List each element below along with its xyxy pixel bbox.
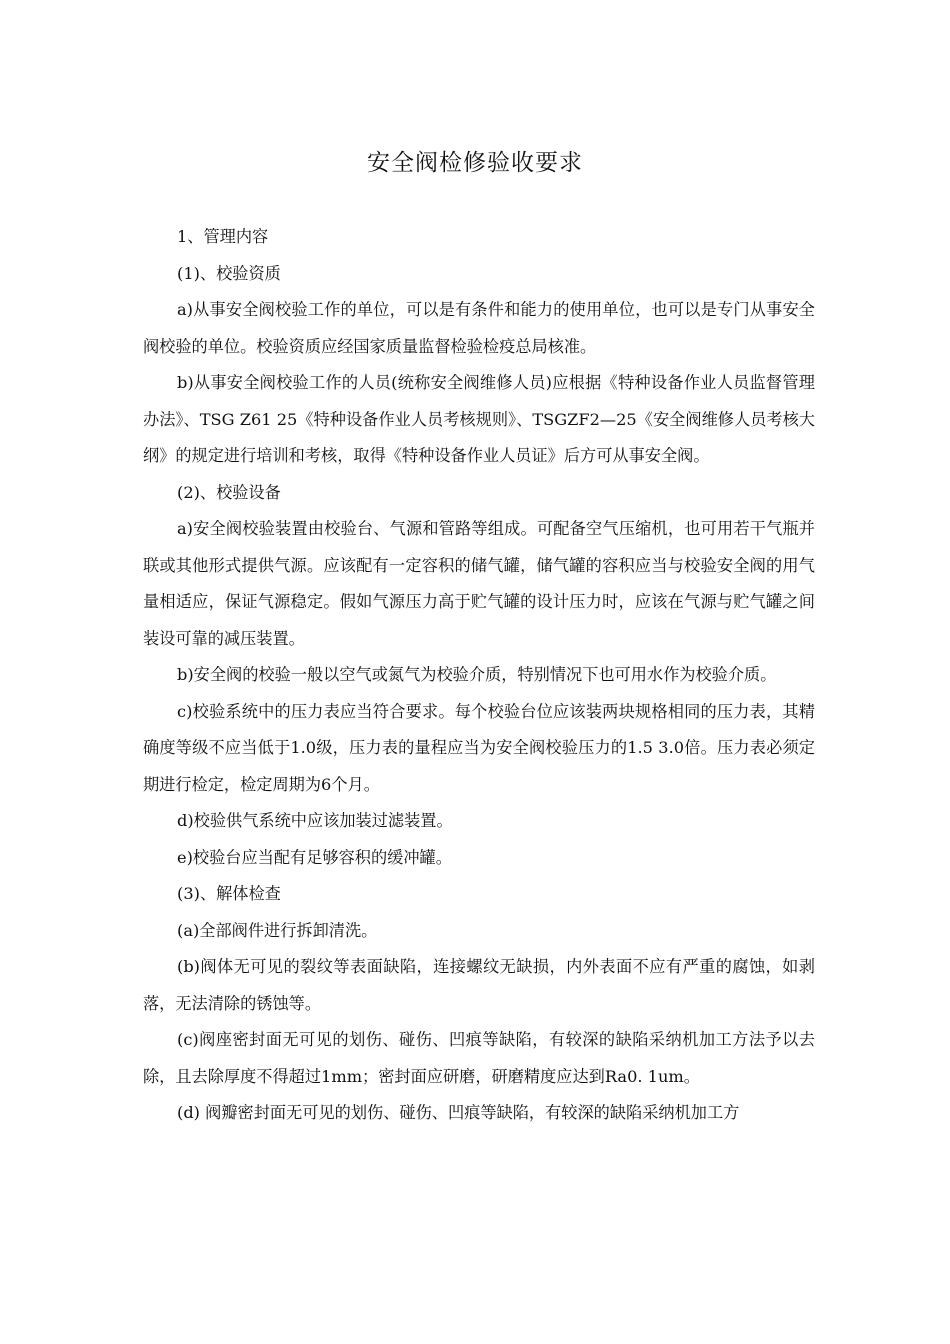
paragraph: a)安全阀校验装置由校验台、气源和管路等组成。可配备空气压缩机，也可用若干气瓶并联或其他形式提供气源。应该配有一定容积的储气罐，储气罐的容积应当与校验安全阀的用气量相适应，保证气源稳定。假如气源压力高于贮气罐的设计压力时，应该在气源与贮气罐之间装设可靠的减压装置。: [143, 519, 815, 648]
paragraph: a)从事安全阀校验工作的单位，可以是有条件和能力的使用单位，也可以是专门从事安全阀校验的单位。校验资质应经国家质量监督检验检疫总局核准。: [143, 300, 815, 356]
document-title: 安全阀检修验收要求: [367, 150, 583, 176]
paragraph: b)从事安全阀校验工作的人员(统称安全阀维修人员)应根据《特种设备作业人员监督管理办法》、TSG Z61 25《特种设备作业人员考核规则》、TSGZF2—25《安全阀维修人员考核大纲》的规定进行培训和考核，取得《特种设备作业人员证》后方可从事安全阀。: [143, 373, 815, 465]
paragraph: d)校验供气系统中应该加装过滤装置。: [177, 811, 453, 830]
paragraph: e)校验台应当配有足够容积的缓冲罐。: [177, 847, 452, 867]
subsection-heading-equipment: (2)、校验设备: [177, 482, 281, 502]
paragraph: (c)阀座密封面无可见的划伤、碰伤、凹痕等缺陷，有较深的缺陷采纳机加工方法予以去除，且去除厚度不得超过1mm；密封面应研磨，研磨精度应达到Ra0. 1um。: [143, 1030, 815, 1086]
subsection-heading-inspection: (3)、解体检查: [177, 884, 281, 903]
subsection-heading-qualification: (1)、校验资质: [177, 263, 281, 283]
paragraph: c)校验系统中的压力表应当符合要求。每个校验台位应该装两块规格相同的压力表，其精确度等级不应当低于1.0级，压力表的量程应当为安全阀校验压力的1.5 3.0倍。压力表必须定期进行检定，检定周期为6个月。: [143, 701, 815, 794]
section-heading-management: 1、管理内容: [177, 227, 269, 246]
paragraph: (a)全部阀件进行拆卸清洗。: [177, 920, 378, 940]
document-body: [143, 219, 815, 1132]
paragraph: b)安全阀的校验一般以空气或氮气为校验介质，特别情况下也可用水作为校验介质。: [177, 665, 777, 684]
paragraph: (d) 阀瓣密封面无可见的划伤、碰伤、凹痕等缺陷，有较深的缺陷采纳机加工方: [177, 1103, 740, 1122]
paragraph: (b)阀体无可见的裂纹等表面缺陷，连接螺纹无缺损，内外表面不应有严重的腐蚀，如剥落，无法清除的锈蚀等。: [143, 957, 815, 1013]
